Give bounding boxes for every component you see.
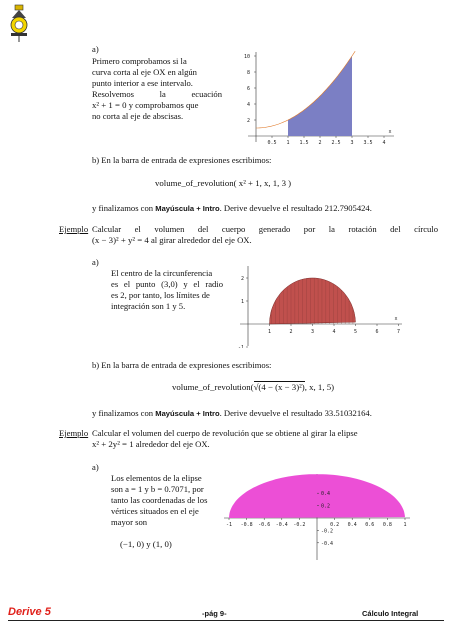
x-tick-label: -0.6 [258, 522, 271, 528]
statement-rest: al girar alrededor del eje OX. [148, 235, 252, 245]
x-tick-label: -0.8 [240, 522, 253, 528]
x-tick-label: -0.4 [275, 522, 288, 528]
circle-equation: (x − 3)² + y² = 4 [92, 235, 149, 245]
ejemplo1-label-a: a) [92, 257, 99, 267]
command-text: , x, 1, 5) [304, 382, 335, 392]
y-tick-label: 2 [240, 276, 244, 282]
ejemplo2-label: Ejemplo [59, 428, 89, 438]
ejemplo2-line: vértices situados en el eje [111, 506, 199, 516]
ejemplo2-line: Los elementos de la elipse [111, 473, 202, 483]
command-root: √(4 − (x − 3)²) [253, 382, 305, 392]
ejemplo2-vertices: (−1, 0) y (1, 0) [120, 539, 172, 549]
result-text: . Derive devuelve el resultado 33.51032164. [219, 408, 372, 418]
x-tick-label: 1 [403, 522, 407, 528]
ejemplo2-label-a: a) [92, 462, 99, 472]
x-tick-label: 3.5 [363, 140, 373, 146]
ejemplo1-label: Ejemplo [59, 224, 89, 234]
part1-label-b: b) En la barra de entrada de expresiones escribimos: [92, 155, 272, 165]
footer-section: Cálculo Integral [362, 609, 419, 618]
x-tick-label: -0.2 [293, 522, 306, 528]
y-tick-label: 10 [243, 54, 250, 60]
x-tick-label: 1 [267, 329, 272, 335]
half-ellipse-region [229, 474, 405, 518]
half-disc-region [270, 278, 356, 324]
result-text: y finalizamos con [92, 203, 156, 213]
x-tick-label: 1.5 [299, 140, 309, 146]
ejemplo1-line: El centro de la circunferencia [111, 268, 213, 278]
ejemplo1-command [172, 382, 334, 392]
ejemplo2-line: son a = 1 y b = 0.7071, por [111, 484, 204, 494]
x-tick-label: 2.5 [331, 140, 341, 146]
part1-text [92, 56, 222, 122]
x-tick-label: 0.6 [365, 522, 375, 528]
x-tick-label: 6 [375, 329, 379, 335]
part1-line: no corta al eje de abscisas. [92, 111, 184, 121]
statement-line [92, 439, 438, 450]
y-tick-label: 4 [246, 102, 250, 108]
result-keys: Mayúscula + Intro [155, 204, 220, 213]
ejemplo1-statement [92, 224, 438, 246]
x-tick-label: -1 [225, 522, 233, 528]
part1-result [92, 203, 372, 213]
derive-logo-icon [6, 4, 32, 44]
ellipse-equation: x² + 2y² = 1 [92, 439, 134, 449]
ejemplo1-line: es 2, por tanto, los límites de [111, 290, 210, 300]
part1-equation-line [92, 100, 222, 111]
ejemplo2-text [111, 473, 217, 528]
part1-equation: x² + 1 = 0 [92, 100, 127, 110]
x-tick-label: 4 [382, 140, 386, 146]
y-tick-label: 0.4 [321, 491, 331, 498]
x-tick-label: 2 [318, 140, 322, 146]
x-tick-label: 3 [350, 140, 354, 146]
axis-label: x [388, 129, 392, 135]
x-tick-label: 4 [332, 329, 336, 335]
x-tick-label: 7 [396, 329, 401, 335]
footer-rule [8, 620, 444, 621]
y-tick-label: 2 [246, 118, 250, 124]
ejemplo1-line: integración son 1 y 5. [111, 301, 186, 311]
plot-ellipse-area [222, 474, 412, 560]
y-tick-label: 6 [246, 86, 250, 92]
x-tick-label: 0.4 [347, 522, 357, 528]
x-tick-label: 0.8 [382, 522, 392, 528]
x-tick-label: 0.5 [267, 140, 277, 146]
statement-rest: alrededor del eje OX. [133, 439, 210, 449]
y-tick-label: -0.2 [321, 528, 334, 535]
x-tick-label: 5 [353, 329, 358, 335]
part1-label-a: a) [92, 44, 99, 54]
statement-line: Calcular el volumen del cuerpo generado por la rotación del círculo [92, 224, 438, 234]
ejemplo2-statement [92, 428, 438, 450]
y-tick-label: -1 [237, 345, 244, 348]
part1-line: Primero comprobamos si la [92, 56, 187, 66]
x-tick-label: 1 [286, 140, 290, 146]
footer-page-number: -pág 9- [202, 609, 227, 618]
part1-line: Resolvemos la ecuación [92, 89, 222, 99]
statement-line [92, 235, 438, 246]
ejemplo1-text [111, 268, 223, 312]
footer-brand: Derive 5 [8, 606, 51, 618]
y-tick-label: 8 [246, 70, 250, 76]
y-tick-label: 0.2 [321, 503, 331, 510]
statement-line: Calcular el volumen del cuerpo de revolución que se obtiene al girar la elipse [92, 428, 358, 438]
command-text: volume_of_revolution( [172, 382, 254, 392]
x-tick-label: 0.2 [330, 522, 340, 528]
ejemplo1-label-b: b) En la barra de entrada de expresiones escribimos: [92, 360, 272, 370]
axis-label: x [394, 316, 398, 322]
part1-command: volume_of_revolution( x² + 1, x, 1, 3 ) [155, 178, 292, 188]
y-tick-label: -0.4 [321, 540, 334, 547]
x-tick-label: 2 [289, 329, 293, 335]
x-tick-label: 3 [310, 329, 315, 335]
ejemplo2-line: tanto las coordenadas de los [111, 495, 208, 505]
plot-circle-area [230, 262, 405, 348]
result-text: y finalizamos con [92, 408, 156, 418]
ejemplo1-result [92, 408, 372, 418]
y-tick-label: 1 [240, 299, 244, 305]
part1-line: y comprobamos que [128, 100, 199, 110]
ejemplo2-line: mayor son [111, 517, 148, 527]
ejemplo1-line: es el punto (3,0) y el radio [111, 279, 223, 289]
part1-line: curva corta al eje OX en algún [92, 67, 197, 77]
result-text: . Derive devuelve el resultado 212.7905424. [219, 203, 372, 213]
part1-line: punto interior a ese intervalo. [92, 78, 193, 88]
result-keys: Mayúscula + Intro [155, 409, 220, 418]
plot-parabola-area [238, 50, 398, 150]
